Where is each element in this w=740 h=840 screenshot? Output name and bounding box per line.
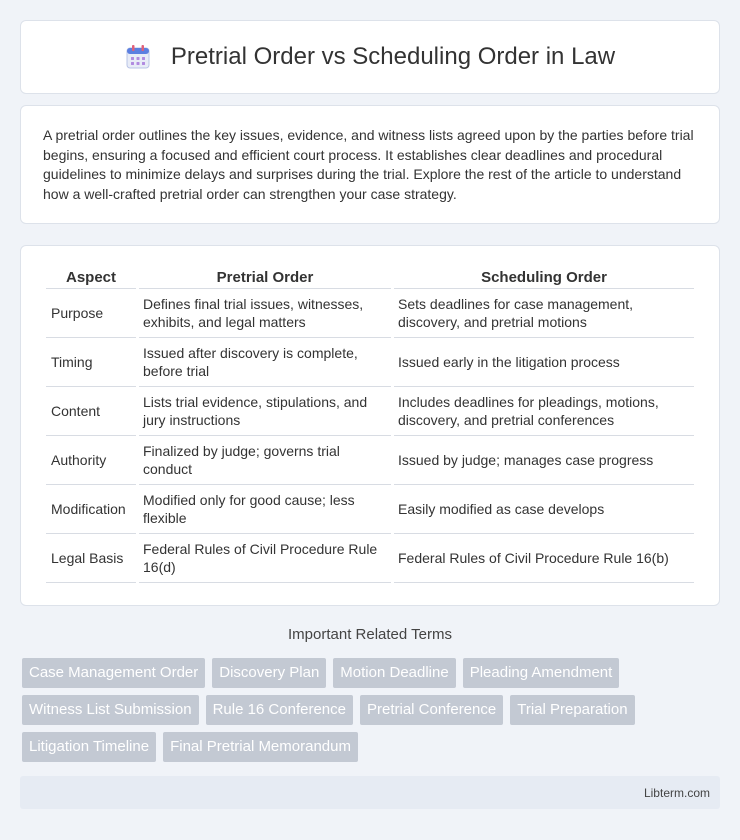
intro-card: [20, 105, 720, 224]
related-term-tag[interactable]: Motion Deadline: [333, 658, 455, 688]
cell-pretrial: Modified only for good cause; less flexible: [139, 485, 391, 534]
table-row: [46, 534, 694, 583]
table-row: [46, 485, 694, 534]
header-scheduling-order: Scheduling Order: [394, 266, 694, 289]
related-terms-title: Important Related Terms: [288, 626, 452, 643]
related-term-tag[interactable]: Discovery Plan: [212, 658, 326, 688]
related-term-tag[interactable]: Trial Preparation: [510, 695, 634, 725]
cell-aspect: Purpose: [46, 289, 136, 338]
cell-scheduling: Issued early in the litigation process: [394, 338, 694, 387]
cell-pretrial: Finalized by judge; governs trial conduct: [139, 436, 391, 485]
cell-aspect: Modification: [46, 485, 136, 534]
table-row: [46, 436, 694, 485]
header-pretrial-order: Pretrial Order: [139, 266, 391, 289]
table-row: [46, 387, 694, 436]
comparison-card: [20, 245, 720, 606]
cell-scheduling: Includes deadlines for pleadings, motions, discovery, and pretrial conferences: [394, 387, 694, 436]
related-term-tag[interactable]: Case Management Order: [22, 658, 205, 688]
related-term-tag[interactable]: Final Pretrial Memorandum: [163, 732, 358, 762]
cell-pretrial: Federal Rules of Civil Procedure Rule 16(d): [139, 534, 391, 583]
cell-aspect: Legal Basis: [46, 534, 136, 583]
calendar-icon: [125, 44, 151, 70]
comparison-table: [43, 266, 697, 583]
related-term-tag[interactable]: Witness List Submission: [22, 695, 199, 725]
cell-aspect: Authority: [46, 436, 136, 485]
cell-pretrial: Issued after discovery is complete, before trial: [139, 338, 391, 387]
cell-aspect: Timing: [46, 338, 136, 387]
intro-text: A pretrial order outlines the key issues, evidence, and witness lists agreed upon by the parties before trial begins, ensuring a focused and efficient court process. It establishes clear deadlines and procedural guidelines to minimize delays and surprises during the trial. Explore the rest of the article to understand how a well-crafted pretrial order can strengthen your case strategy.: [43, 127, 694, 202]
cell-aspect: Content: [46, 387, 136, 436]
footer-site-link[interactable]: Libterm.com: [643, 785, 710, 800]
related-term-tag[interactable]: Pretrial Conference: [360, 695, 503, 725]
cell-scheduling: Sets deadlines for case management, discovery, and pretrial motions: [394, 289, 694, 338]
cell-scheduling: Federal Rules of Civil Procedure Rule 16(b): [394, 534, 694, 583]
related-term-tag[interactable]: Rule 16 Conference: [206, 695, 353, 725]
header-aspect: Aspect: [46, 266, 136, 289]
cell-scheduling: Easily modified as case develops: [394, 485, 694, 534]
cell-pretrial: Lists trial evidence, stipulations, and jury instructions: [139, 387, 391, 436]
table-row: [46, 289, 694, 338]
footer: [20, 776, 720, 809]
header-card: [20, 20, 720, 94]
related-terms-list: [22, 658, 722, 769]
table-row: [46, 338, 694, 387]
page-title: Pretrial Order vs Scheduling Order in Law: [170, 43, 616, 70]
cell-scheduling: Issued by judge; manages case progress: [394, 436, 694, 485]
table-header-row: [46, 266, 694, 289]
related-term-tag[interactable]: Pleading Amendment: [463, 658, 620, 688]
related-term-tag[interactable]: Litigation Timeline: [22, 732, 156, 762]
cell-pretrial: Defines final trial issues, witnesses, exhibits, and legal matters: [139, 289, 391, 338]
